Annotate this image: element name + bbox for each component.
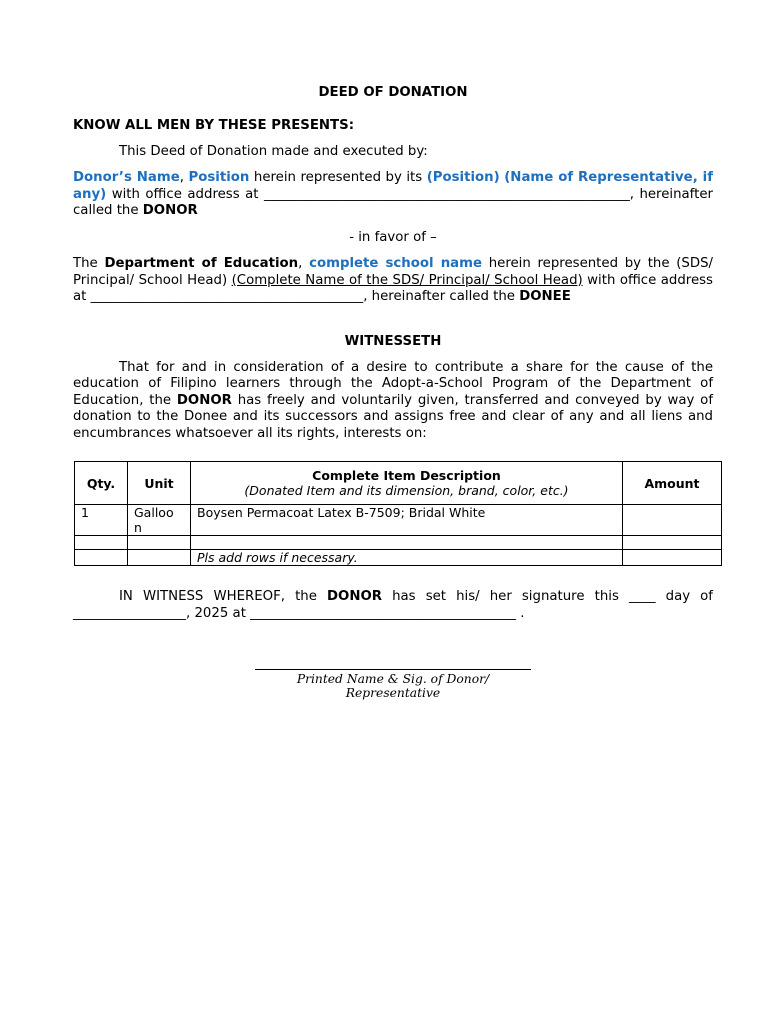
witnesseth-heading: WITNESSETH (344, 333, 442, 349)
donor-keyword: DONOR (142, 203, 198, 218)
witness-paragraph: IN WITNESS WHEREOF, the DONOR has set his/ her signature this ____ day of _________________, 2025 at ________________________________________ . (73, 589, 713, 621)
amount-cell (623, 536, 722, 550)
donor-address-blank: _______________________________________________________ (264, 186, 630, 202)
school-name-placeholder: complete school name (309, 256, 483, 271)
in-favor-of: - in favor of – (349, 229, 437, 245)
table-row (75, 550, 722, 566)
signature-line (255, 669, 531, 700)
signature-label: Printed Name & Sig. of Donor/ Representative (296, 672, 490, 700)
description-subheader: (Donated Item and its dimension, brand, color, etc.) (244, 483, 569, 498)
know-all-men-heading: KNOW ALL MEN BY THESE PRESENTS: (73, 118, 355, 133)
donor-name-placeholder: Donor’s Name (73, 170, 180, 185)
description-cell (191, 536, 623, 550)
qty-cell (75, 536, 128, 550)
description-header: Complete Item Description (Donated Item and its dimension, brand, color, etc.) (191, 462, 623, 505)
unit-header: Unit (128, 462, 191, 505)
table-header-row (75, 462, 722, 505)
rep-position-placeholder: (Position) (426, 170, 500, 185)
qty-header: Qty. (75, 462, 128, 505)
consideration-paragraph: That for and in consideration of a desire to contribute a share for the cause of the education of Filipino learners through the Adopt-a-School Program of the Department of Education, the DONOR has freely and voluntarily given, transferred and conveyed by way of donation to the Donee and its successors and assigns free and clear of any and all liens and encumbrances whatsoever all its rights, interests on: (73, 359, 714, 441)
donee-address-blank: _________________________________________ (90, 289, 364, 304)
qty-cell (75, 550, 128, 566)
table-row (75, 505, 722, 536)
unit-cell (128, 536, 191, 550)
amount-header: Amount (623, 462, 722, 505)
donor-keyword: DONOR (327, 589, 383, 604)
donee-keyword: DONEE (519, 289, 571, 304)
qty-cell: 1 (75, 505, 128, 536)
amount-cell (623, 550, 722, 566)
unit-cell: Galloo n (128, 505, 191, 536)
amount-cell (623, 505, 722, 536)
document-title: DEED OF DONATION (318, 85, 468, 100)
position-placeholder: Position (188, 170, 250, 185)
table-row (75, 536, 722, 550)
intro-text: This Deed of Donation made and executed by: (119, 143, 428, 159)
donor-paragraph: Donor’s Name, Position herein represented by its (Position) (Name of Representative, if any) with office address at _______________________________________________________, hereinafter called the DONOR (73, 170, 714, 218)
document-page (73, 84, 713, 442)
donor-keyword: DONOR (176, 392, 232, 408)
rep-name-placeholder: (Name of Representative, if any) (73, 170, 714, 202)
description-cell: Boysen Permacoat Latex B-7509; Bridal White (191, 505, 623, 536)
sds-name-placeholder: (Complete Name of the SDS/ Principal/ School Head) (231, 272, 583, 288)
deped-name: Department of Education (104, 256, 299, 271)
donation-items-table (74, 461, 722, 566)
description-cell: Pls add rows if necessary. (191, 550, 623, 566)
unit-cell (128, 550, 191, 566)
donee-paragraph: The Department of Education, complete school name herein represented by the (SDS/ Principal/ School Head) (Complete Name of the SDS/ Principal/ School Head) with office address at _________________________________________, hereinafter called the DONEE (73, 256, 714, 304)
